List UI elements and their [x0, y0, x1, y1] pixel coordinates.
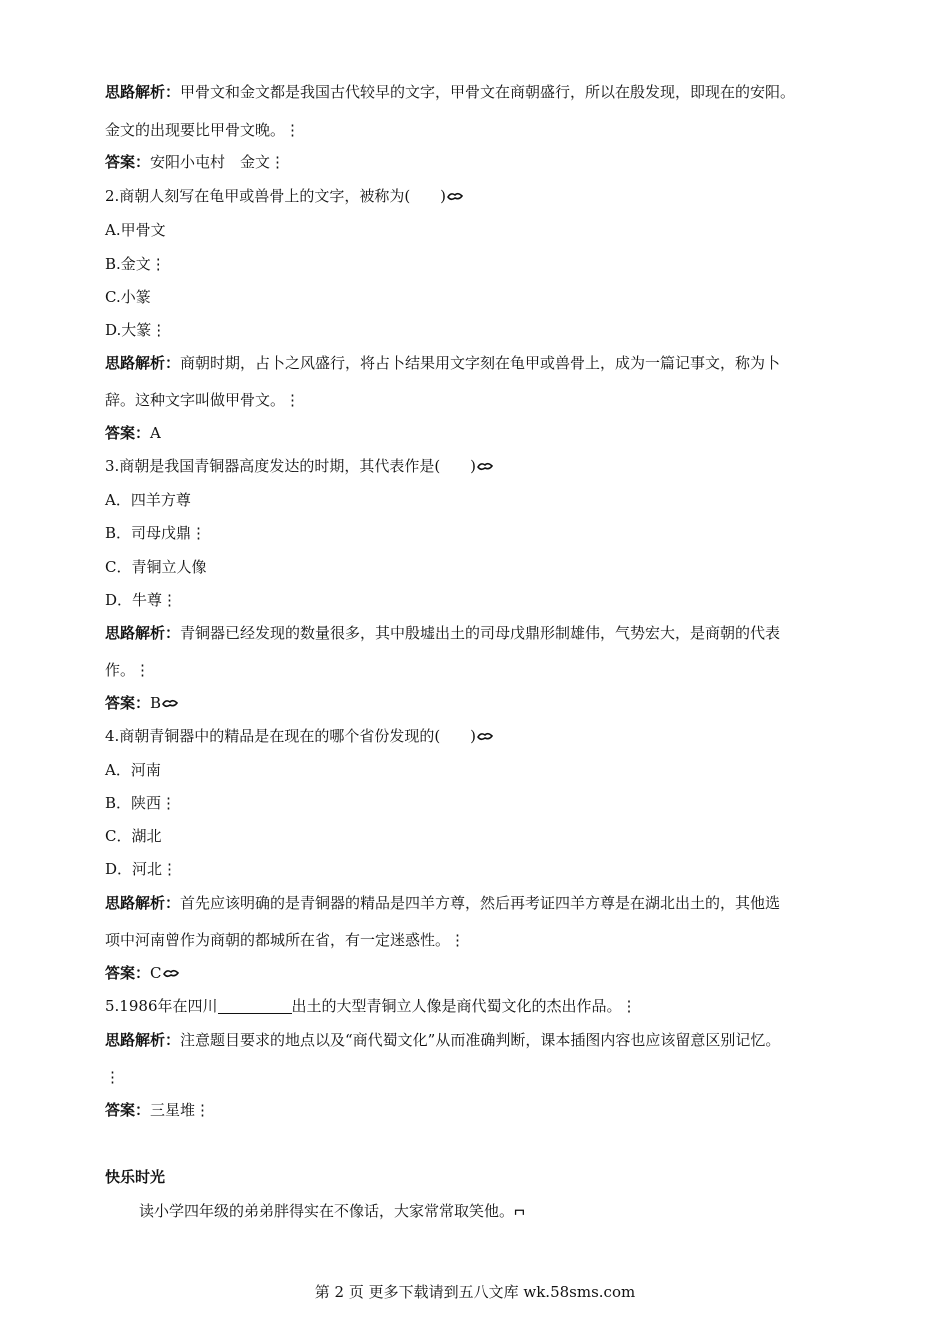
answer-4 — [105, 963, 180, 983]
analysis-3 — [105, 623, 780, 643]
line-text: A.甲骨文 — [105, 221, 166, 239]
line-text: D.大篆⋮ — [105, 321, 167, 339]
line-text: A．河南 — [105, 761, 161, 779]
line-text: 注意题目要求的地点以及“商代蜀文化”从而准确判断，课本插图内容也应该留意区别记忆。 — [180, 1031, 781, 1049]
line-text: 3.商朝是我国青铜器高度发达的时期，其代表作是( ) — [105, 457, 477, 475]
line-text: 辞。这种文字叫做甲骨文。⋮ — [105, 391, 301, 409]
line-label: 思路解析： — [105, 894, 181, 912]
option-d — [105, 320, 166, 340]
line-label: 思路解析： — [105, 83, 181, 101]
line-1 — [105, 82, 795, 102]
line-label: 答案： — [105, 153, 151, 171]
line-label: 思路解析： — [105, 354, 181, 372]
line-3 — [105, 152, 285, 172]
option-a — [105, 490, 191, 510]
line-text: 项中河南曾作为商朝的都城所在省，有一定迷惑性。⋮ — [105, 931, 466, 949]
question-4 — [105, 726, 494, 746]
line-text: C．湖北 — [105, 827, 162, 845]
line-text-after: 出土的大型青铜立人像是商代蜀文化的杰出作品。⋮ — [291, 997, 637, 1015]
bird-mark-icon — [446, 190, 464, 202]
line-text: A．四羊方尊 — [105, 491, 191, 509]
line-text: 安阳小屯村 金文⋮ — [150, 153, 286, 171]
option-c — [105, 557, 206, 577]
line-text: 金文的出现要比甲骨文晚。⋮ — [105, 121, 301, 139]
bird-mark-icon — [161, 697, 179, 709]
line-label: 答案： — [105, 424, 151, 442]
question-3 — [105, 456, 494, 476]
option-b — [105, 793, 176, 813]
line-text: 商朝时期，占卜之风盛行，将占卜结果用文字刻在龟甲或兽骨上，成为一篇记事文，称为卜 — [180, 354, 781, 372]
line-text: 作。⋮ — [105, 661, 151, 679]
bird-mark-icon — [162, 967, 180, 979]
line-text: A — [150, 424, 161, 442]
line-text: 2.商朝人刻写在龟甲或兽骨上的文字，被称为( ) — [105, 187, 447, 205]
fill-in-blank — [218, 998, 292, 1014]
option-a — [105, 760, 161, 780]
question-2 — [105, 186, 464, 206]
line-label: 思路解析： — [105, 624, 181, 642]
line-label: 答案： — [105, 964, 151, 982]
analysis-4 — [105, 893, 780, 913]
line-text: 甲骨文和金文都是我国古代较早的文字，甲骨文在商朝盛行，所以在殷发现，即现在的安阳。 — [180, 83, 796, 101]
line-text: 三星堆⋮ — [150, 1101, 211, 1119]
option-a — [105, 220, 166, 240]
line-text: C — [150, 964, 162, 982]
analysis-3-cont — [105, 660, 150, 680]
bird-mark-icon — [476, 730, 494, 742]
paragraph-mark-icon — [514, 1205, 528, 1217]
line-text: 青铜器已经发现的数量很多，其中殷墟出土的司母戊鼎形制雄伟，气势宏大，是商朝的代表 — [180, 624, 781, 642]
section-heading — [105, 1167, 165, 1187]
line-text: D．河北⋮ — [105, 860, 178, 878]
analysis-2 — [105, 353, 780, 373]
analysis-2-cont — [105, 390, 300, 410]
option-b — [105, 523, 206, 543]
option-c — [105, 826, 161, 846]
line-2 — [105, 120, 300, 140]
analysis-4-cont — [105, 930, 465, 950]
bird-mark-icon — [476, 460, 494, 472]
option-d — [105, 859, 177, 879]
line-text: 5.1986年在四川 — [105, 997, 218, 1015]
analysis-5-cont — [105, 1067, 120, 1087]
line-text: C.小篆 — [105, 288, 151, 306]
joke-paragraph — [139, 1201, 528, 1221]
question-5 — [105, 996, 637, 1016]
line-text: 4.商朝青铜器中的精品是在现在的哪个省份发现的( ) — [105, 727, 477, 745]
line-label: 答案： — [105, 694, 151, 712]
option-d — [105, 590, 177, 610]
line-text: C．青铜立人像 — [105, 558, 207, 576]
analysis-5 — [105, 1030, 780, 1050]
answer-3 — [105, 693, 179, 713]
line-text: B.金文⋮ — [105, 255, 166, 273]
line-text: D．牛尊⋮ — [105, 591, 178, 609]
line-text: B — [150, 694, 162, 712]
answer-5 — [105, 1100, 210, 1120]
line-label: 答案： — [105, 1101, 151, 1119]
line-text: B．陕西⋮ — [105, 794, 177, 812]
section-title: 快乐时光 — [105, 1168, 166, 1186]
line-text: 读小学四年级的弟弟胖得实在不像话，大家常常取笑他。 — [139, 1202, 515, 1220]
line-text: 首先应该明确的是青铜器的精品是四羊方尊，然后再考证四羊方尊是在湖北出土的，其他选 — [180, 894, 781, 912]
line-label: 思路解析： — [105, 1031, 181, 1049]
page-footer: 第 2 页 更多下载请到五八文库 wk.58sms.com — [314, 1283, 636, 1301]
line-text: B．司母戊鼎⋮ — [105, 524, 207, 542]
option-c — [105, 287, 151, 307]
option-b — [105, 254, 166, 274]
answer-2 — [105, 423, 161, 443]
line-text: ⋮ — [105, 1068, 120, 1086]
